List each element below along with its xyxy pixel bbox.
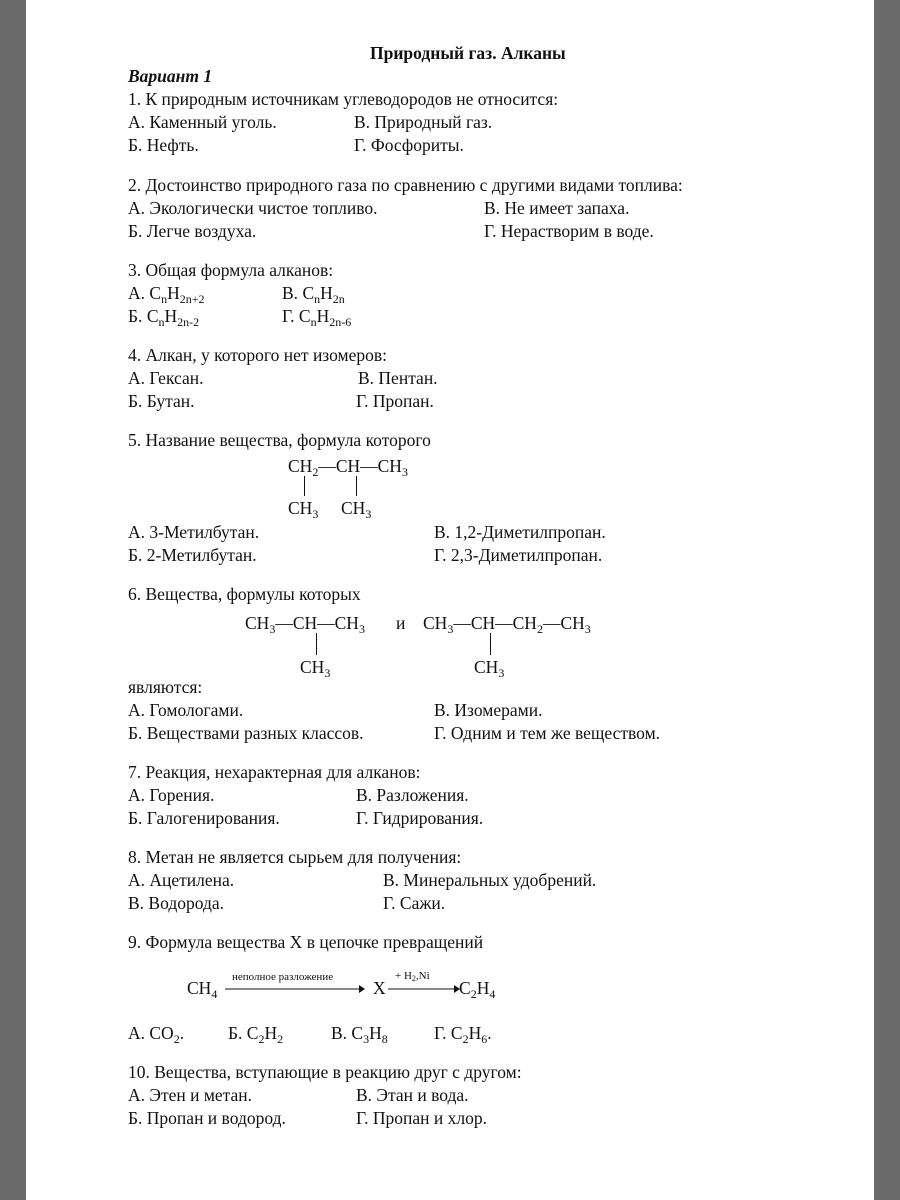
question-1: 1. К природным источникам углеводородов не относится:: [128, 89, 559, 109]
formula-part: CH: [470, 613, 496, 633]
q9-arrow1-label: неполное разложение: [232, 971, 334, 983]
formula-subscript: 2: [536, 622, 543, 636]
formula-part: .: [487, 1023, 492, 1043]
q5-option-b: Б. 2-Метилбутан.: [128, 545, 257, 565]
q5-option-a: А. 3-Метилбутан.: [128, 522, 260, 542]
formula-part: C: [298, 306, 311, 326]
worksheet-page: [26, 0, 874, 1200]
question-6: 6. Вещества, формулы которых: [128, 584, 361, 604]
q6-left-branch: [300, 657, 331, 680]
formula-subscript: 8: [381, 1032, 388, 1046]
formula-subscript: 3: [324, 666, 331, 680]
formula-subscript: 3: [498, 666, 505, 680]
formula-part: CH: [292, 613, 318, 633]
formula-subscript: 2: [173, 1032, 180, 1046]
bond-dash: —: [275, 613, 293, 633]
q5-option-v: В. 1,2-Диметилпропан.: [434, 522, 606, 542]
bond-dash: —: [453, 613, 471, 633]
q7-option-b: Б. Галогенирования.: [128, 808, 280, 828]
question-7: 7. Реакция, нехарактерная для алканов:: [128, 762, 421, 782]
formula-subscript: n: [161, 292, 168, 306]
q9-end-substance: [459, 978, 496, 1001]
formula-part: Г. C: [434, 1023, 463, 1043]
q10-option-b: Б. Пропан и водород.: [128, 1108, 286, 1128]
q6-right-branch: [474, 657, 505, 680]
formula-part: В. C: [331, 1023, 364, 1043]
q9-option-v: [331, 1023, 388, 1046]
formula-part: CH: [288, 498, 313, 518]
formula-part: H: [167, 283, 180, 303]
q7-option-a: А. Горения.: [128, 785, 215, 805]
formula-subscript: 2: [277, 1032, 284, 1046]
formula-subscript: 2n-2: [177, 315, 200, 329]
q4-option-a: А. Гексан.: [128, 368, 204, 388]
q5-vertical-bond-2: [356, 476, 357, 496]
formula-subscript: 3: [358, 622, 365, 636]
q5-structural-formula-main-chain: [288, 456, 408, 479]
q9-option-g: [434, 1023, 492, 1046]
label-subscript: 2: [411, 974, 416, 983]
q2-option-b: Б. Легче воздуха.: [128, 221, 257, 241]
formula-part: CH: [512, 613, 537, 633]
formula-part: C: [459, 978, 471, 998]
q4-option-v: В. Пентан.: [358, 368, 438, 388]
q6-option-g: Г. Одним и тем же веществом.: [434, 723, 661, 743]
formula-part: H: [316, 306, 330, 326]
formula-subscript: 3: [312, 507, 319, 521]
q3-option-v: [282, 283, 345, 306]
formula-part: CH: [187, 978, 212, 998]
option-letter: А.: [128, 283, 146, 303]
q10-option-v: В. Этан и вода.: [356, 1085, 469, 1105]
formula-part: CH: [334, 613, 359, 633]
bond-dash: —: [360, 456, 378, 476]
q6-option-v: В. Изомерами.: [434, 700, 543, 720]
formula-part: Б. C: [228, 1023, 259, 1043]
question-8: 8. Метан не является сырьем для получения:: [128, 847, 462, 867]
formula-part: H: [476, 978, 490, 998]
q8-option-a: А. Ацетилена.: [128, 870, 235, 890]
formula-subscript: n: [310, 315, 317, 329]
q9-arrow2-label: [395, 970, 430, 982]
formula-part: .: [179, 1023, 185, 1043]
question-3: 3. Общая формула алканов:: [128, 260, 334, 280]
formula-part: H: [369, 1023, 382, 1043]
formula-subscript: 3: [584, 622, 591, 636]
q7-option-v: В. Разложения.: [356, 785, 469, 805]
bond-dash: —: [317, 613, 335, 633]
page-title: Природный газ. Алканы: [370, 43, 566, 63]
q1-option-b: Б. Нефть.: [128, 135, 199, 155]
q5-option-g: Г. 2,3-Диметилпропан.: [434, 545, 603, 565]
formula-part: CH: [288, 456, 313, 476]
formula-subscript: 2n: [332, 292, 345, 306]
q6-formula-left-chain: [245, 613, 365, 636]
formula-subscript: n: [158, 315, 165, 329]
q4-option-b: Б. Бутан.: [128, 391, 195, 411]
formula-subscript: 2n+2: [179, 292, 205, 306]
formula-part: C: [149, 283, 162, 303]
label-part: + H: [395, 970, 412, 982]
formula-part: C: [146, 306, 159, 326]
label-part: ,Ni: [415, 970, 430, 982]
q3-option-a: [128, 283, 205, 306]
q3-option-g: [282, 306, 352, 329]
q2-option-g: Г. Нерастворим в воде.: [484, 221, 654, 241]
formula-subscript: 2: [258, 1032, 265, 1046]
formula-part: CH: [335, 456, 361, 476]
formula-subscript: 3: [401, 465, 408, 479]
q2-option-a: А. Экологически чистое топливо.: [128, 198, 378, 218]
formula-part: CH: [245, 613, 270, 633]
formula-part: H: [264, 1023, 278, 1043]
variant-heading: Вариант 1: [128, 66, 213, 86]
formula-part: CH: [300, 657, 325, 677]
formula-subscript: 2n-6: [329, 315, 352, 329]
formula-part: H: [164, 306, 178, 326]
option-letter: Г.: [282, 306, 295, 326]
q4-option-g: Г. Пропан.: [356, 391, 434, 411]
question-5: 5. Название вещества, формула которого: [128, 430, 431, 450]
question-2: 2. Достоинство природного газа по сравнению с другими видами топлива:: [128, 175, 683, 195]
question-9: 9. Формула вещества Х в цепочке превращений: [128, 932, 484, 952]
q2-option-v: В. Не имеет запаха.: [484, 198, 630, 218]
q9-unknown-x: X: [373, 978, 386, 998]
formula-part: CH: [560, 613, 585, 633]
formula-subscript: 3: [363, 1032, 370, 1046]
formula-part: H: [320, 283, 333, 303]
question-10: 10. Вещества, вступающие в реакцию друг с другом:: [128, 1062, 522, 1082]
q10-option-g: Г. Пропан и хлор.: [356, 1108, 488, 1128]
formula-subscript: 6: [481, 1032, 488, 1046]
q8-option-v: В. Минеральных удобрений.: [383, 870, 597, 890]
q6-formula-right-chain: [423, 613, 591, 636]
q10-option-a: А. Этен и метан.: [128, 1085, 253, 1105]
formula-subscript: 2: [462, 1032, 469, 1046]
bond-dash: —: [495, 613, 513, 633]
q8-option-b: В. Водорода.: [128, 893, 225, 913]
q1-option-g: Г. Фосфориты.: [354, 135, 464, 155]
formula-subscript: 3: [365, 507, 372, 521]
formula-subscript: 4: [211, 987, 218, 1001]
q6-option-a: А. Гомологами.: [128, 700, 244, 720]
q1-option-v: В. Природный газ.: [354, 112, 493, 132]
bond-dash: —: [318, 456, 336, 476]
q6-option-b: Б. Веществами разных классов.: [128, 723, 364, 743]
formula-part: CH: [377, 456, 402, 476]
formula-subscript: n: [314, 292, 321, 306]
formula-subscript: 3: [447, 622, 454, 636]
q9-start-substance: [187, 978, 218, 1001]
formula-part: CH: [423, 613, 448, 633]
q5-branch-1: [288, 498, 319, 521]
q9-arrow-2: [388, 985, 460, 993]
formula-part: CH: [341, 498, 366, 518]
formula-subscript: 2: [312, 465, 319, 479]
option-letter: В.: [282, 283, 299, 303]
q3-option-b: [128, 306, 200, 329]
formula-subscript: 3: [269, 622, 276, 636]
q9-option-a: [128, 1023, 185, 1046]
q1-option-a: А. Каменный уголь.: [128, 112, 277, 132]
formula-subscript: 2: [470, 987, 477, 1001]
q6-tail: являются:: [128, 677, 203, 697]
q9-option-b: [228, 1023, 284, 1046]
q5-vertical-bond-1: [304, 476, 305, 496]
q9-arrow-1: [225, 985, 365, 993]
formula-part: CH: [474, 657, 499, 677]
formula-part: А. CO: [128, 1023, 174, 1043]
q5-branch-2: [341, 498, 372, 521]
q8-option-g: Г. Сажи.: [383, 893, 446, 913]
formula-subscript: 4: [489, 987, 496, 1001]
q6-left-vertical-bond: [316, 633, 317, 655]
formula-part: C: [302, 283, 315, 303]
q6-and: и: [396, 613, 406, 633]
question-4: 4. Алкан, у которого нет изомеров:: [128, 345, 387, 365]
bond-dash: —: [542, 613, 561, 633]
q6-right-vertical-bond: [490, 633, 491, 655]
formula-part: H: [468, 1023, 482, 1043]
q7-option-g: Г. Гидрирования.: [356, 808, 484, 828]
option-letter: Б.: [128, 306, 143, 326]
